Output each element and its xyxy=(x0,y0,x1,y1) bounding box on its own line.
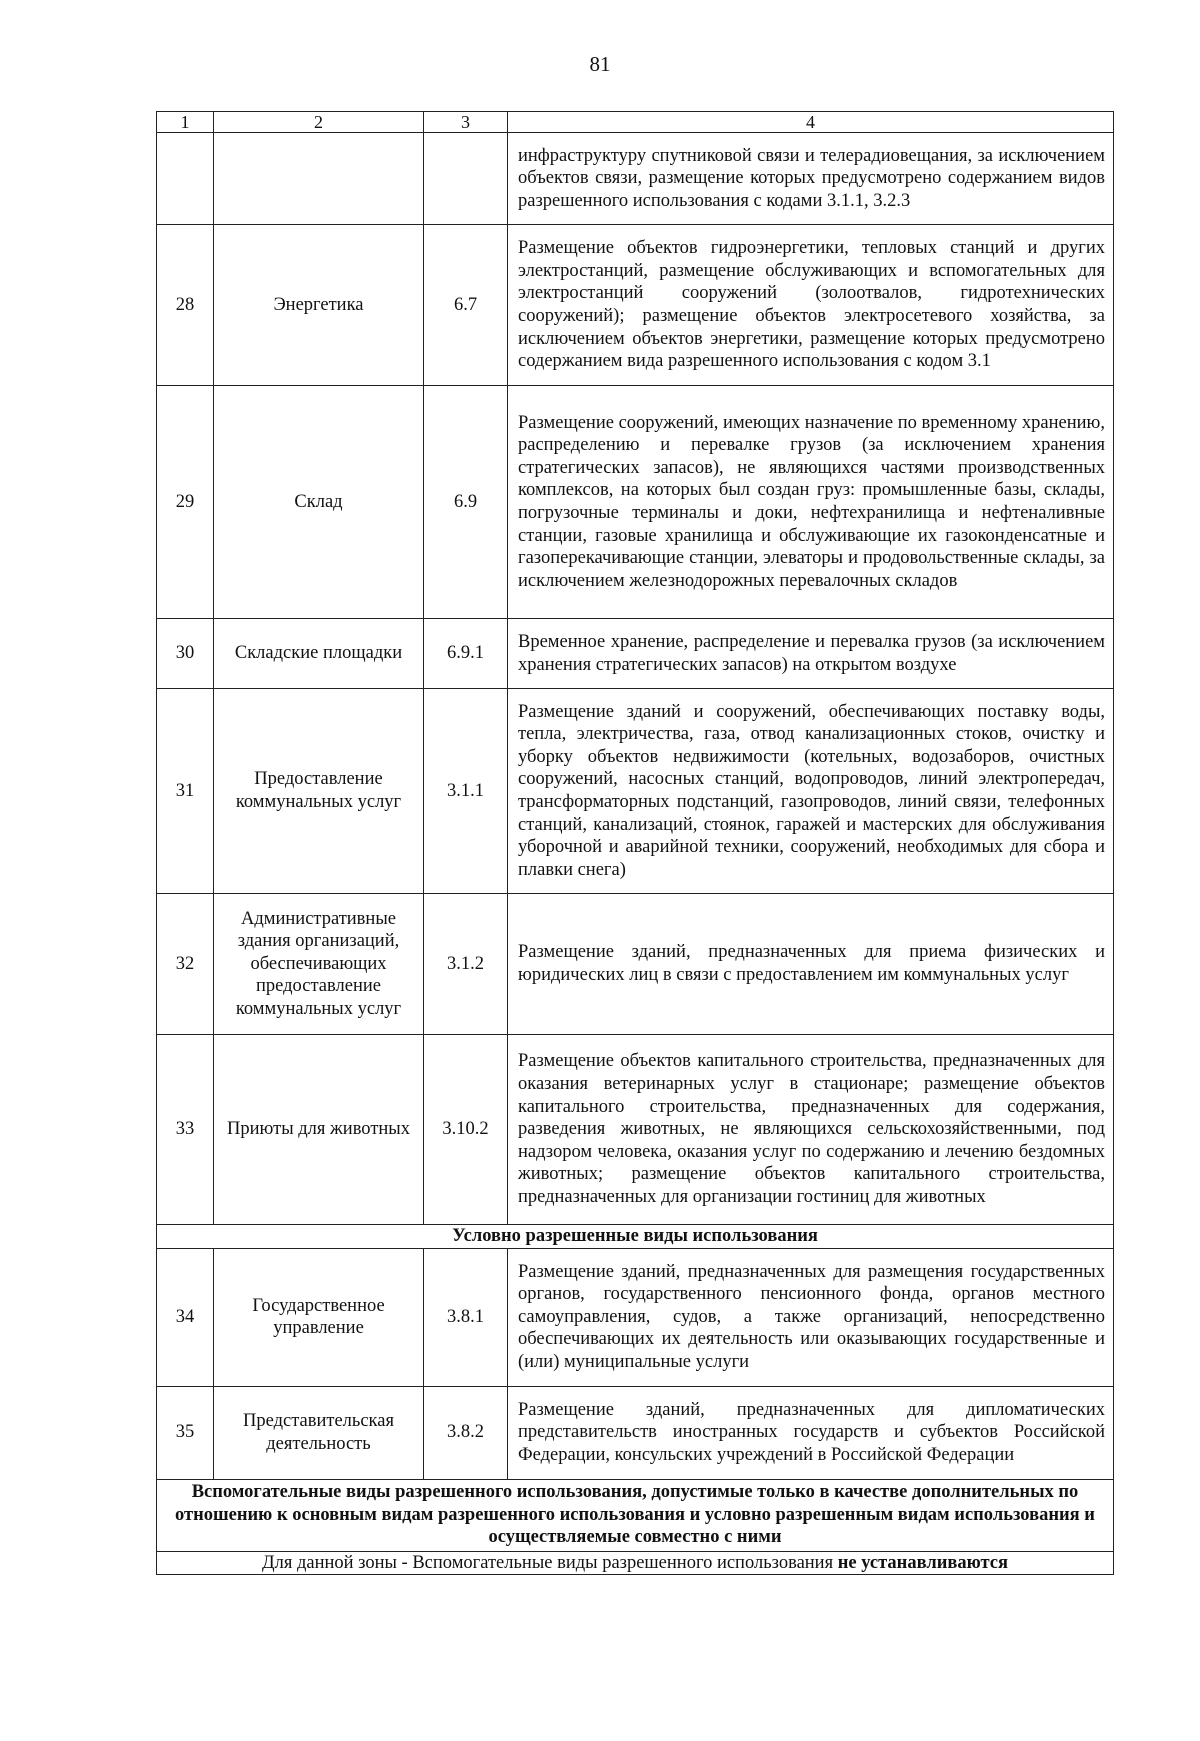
table-row xyxy=(157,1248,1114,1386)
use-type-name: Государственное управление xyxy=(214,1248,424,1386)
table-row xyxy=(157,225,1114,386)
use-type-name: Представительская деятельность xyxy=(214,1386,424,1479)
section-header-row xyxy=(157,1479,1114,1551)
use-type-description: Размещение объектов гидроэнергетики, тепловых станций и других электростанций, размещение обслуживающих и вспомогательных для электростанций сооружений (золоотвалов, гидротехнических сооружений); размещение объектов электросетевого хозяйства, за исключением объектов энергетики, размещение которых предусмотрено содержанием вида разрешенного использования с кодом 3.1 xyxy=(508,225,1114,386)
use-type-description: Размещение зданий, предназначенных для размещения государственных органов, государственного пенсионного фонда, органов местного самоуправления, судов, а также организаций, непосредственно обеспечивающих их деятельность или оказывающих государственные и (или) муниципальные услуги xyxy=(508,1248,1114,1386)
use-type-code: 3.8.1 xyxy=(424,1248,508,1386)
use-type-code: 6.7 xyxy=(424,225,508,386)
note-row xyxy=(157,1551,1114,1575)
section-title-auxiliary: Вспомогательные виды разрешенного использования, допустимые только в качестве дополнительных по отношению к основным видам разрешенного использования и условно разрешенным видам использования и осуществляемые совместно с ними xyxy=(157,1479,1114,1551)
use-type-code: 3.1.1 xyxy=(424,689,508,894)
column-header-2: 2 xyxy=(214,112,424,133)
use-type-description: Размещение зданий, предназначенных для приема физических и юридических лиц в связи с предоставлением им коммунальных услуг xyxy=(508,894,1114,1035)
use-type-description: Размещение объектов капитального строительства, предназначенных для оказания ветеринарных услуг в стационаре; размещение объектов капитального строительства, предназначенных для содержания, разведения животных, не являющихся сельскохозяйственными, под надзором человека, оказания услуг по содержанию и лечению бездомных животных; размещение объектов капитального строительства, предназначенных для организации гостиниц для животных xyxy=(508,1035,1114,1225)
row-number: 33 xyxy=(157,1035,214,1225)
use-type-name: Складские площадки xyxy=(214,619,424,689)
column-header-3: 3 xyxy=(424,112,508,133)
use-type-code: 6.9.1 xyxy=(424,619,508,689)
row-number: 35 xyxy=(157,1386,214,1479)
land-use-table xyxy=(156,111,1114,1575)
column-header-4: 4 xyxy=(508,112,1114,133)
use-type-code: 6.9 xyxy=(424,386,508,619)
section-header-row xyxy=(157,1225,1114,1249)
table-row xyxy=(157,894,1114,1035)
table-header-row xyxy=(157,112,1114,133)
row-number: 30 xyxy=(157,619,214,689)
table-row xyxy=(157,1386,1114,1479)
column-header-1: 1 xyxy=(157,112,214,133)
table-row xyxy=(157,689,1114,894)
use-type-description: Размещение зданий, предназначенных для дипломатических представительств иностранных государств и субъектов Российской Федерации, консульских учреждений в Российской Федерации xyxy=(508,1386,1114,1479)
row-number: 32 xyxy=(157,894,214,1035)
use-type-name: Энергетика xyxy=(214,225,424,386)
use-type-code: 3.1.2 xyxy=(424,894,508,1035)
row-number xyxy=(157,133,214,225)
use-type-name: Административные здания организаций, обеспечивающих предоставление коммунальных услуг xyxy=(214,894,424,1035)
use-type-name: Склад xyxy=(214,386,424,619)
table-row xyxy=(157,619,1114,689)
row-number: 29 xyxy=(157,386,214,619)
use-type-name: Предоставление коммунальных услуг xyxy=(214,689,424,894)
note-text: Для данной зоны - Вспомогательные виды разрешенного использования xyxy=(261,1552,838,1573)
table-row xyxy=(157,1035,1114,1225)
note-emphasis: не устанавливаются xyxy=(837,1552,1009,1573)
auxiliary-note xyxy=(157,1551,1114,1575)
row-number: 31 xyxy=(157,689,214,894)
section-title-conditional: Условно разрешенные виды использования xyxy=(157,1225,1114,1249)
row-number: 28 xyxy=(157,225,214,386)
use-type-code: 3.10.2 xyxy=(424,1035,508,1225)
use-type-name: Приюты для животных xyxy=(214,1035,424,1225)
table-row xyxy=(157,386,1114,619)
use-type-code xyxy=(424,133,508,225)
use-type-description: Размещение сооружений, имеющих назначение по временному хранению, распределению и перевалке грузов (за исключением хранения стратегических запасов), не являющихся частями производственных комплексов, на которых был создан груз: промышленные базы, склады, погрузочные терминалы и доки, нефтехранилища и нефтеналивные станции, газовые хранилища и обслуживающие их газоконденсатные и газоперекачивающие станции, элеваторы и продовольственные склады, за исключением железнодорожных перевалочных складов xyxy=(508,386,1114,619)
use-type-name xyxy=(214,133,424,225)
use-type-description: Временное хранение, распределение и перевалка грузов (за исключением хранения стратегических запасов) на открытом воздухе xyxy=(508,619,1114,689)
use-type-description: инфраструктуру спутниковой связи и телерадиовещания, за исключением объектов связи, размещение которых предусмотрено содержанием видов разрешенного использования с кодами 3.1.1, 3.2.3 xyxy=(508,133,1114,225)
page-number: 81 xyxy=(589,52,611,76)
table-row xyxy=(157,133,1114,225)
use-type-description: Размещение зданий и сооружений, обеспечивающих поставку воды, тепла, электричества, газа, отвод канализационных стоков, очистку и уборку объектов недвижимости (котельных, водозаборов, очистных сооружений, насосных станций, водопроводов, линий электропередач, трансформаторных подстанций, газопроводов, линий связи, телефонных станций, канализаций, стоянок, гаражей и мастерских для обслуживания уборочной и аварийной техники, сооружений, необходимых для сбора и плавки снега) xyxy=(508,689,1114,894)
use-type-code: 3.8.2 xyxy=(424,1386,508,1479)
row-number: 34 xyxy=(157,1248,214,1386)
